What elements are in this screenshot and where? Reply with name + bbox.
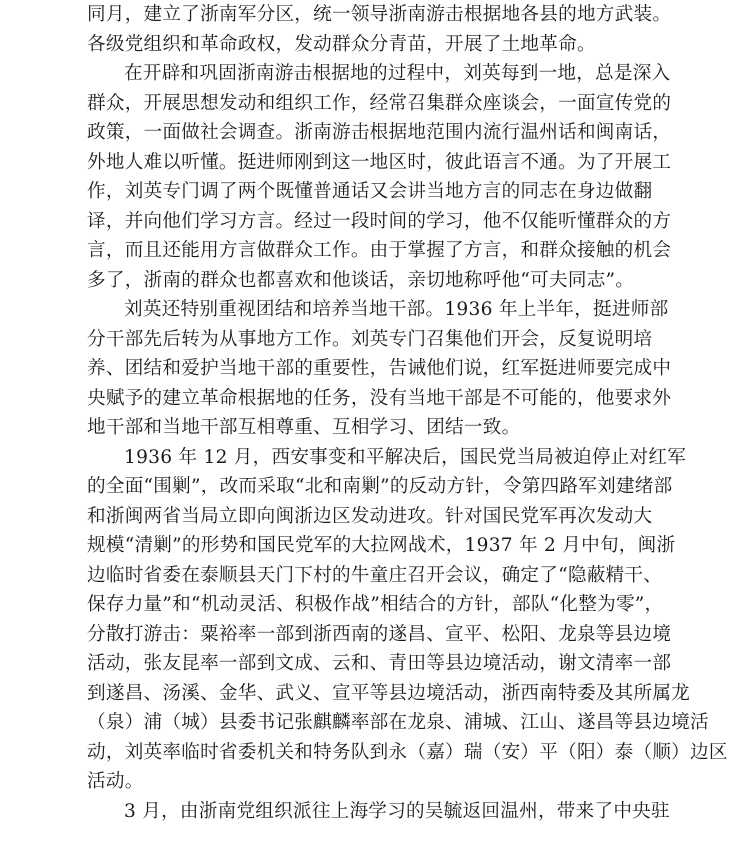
text-line: 群众，开展思想发动和组织工作，经常召集群众座谈会，一面宣传党的 <box>87 92 672 114</box>
text-line: 的全面“围剿”，改而采取“北和南剿”的反动方针，令第四路军刘建绪部 <box>87 476 673 497</box>
text-line: 央赋予的建立革命根据地的任务，没有当地干部是不可能的，他要求外 <box>87 387 672 409</box>
text-line: 刘英还特别重视团结和培养当地干部。1936 年上半年，挺进师部 <box>124 299 669 320</box>
text-line: 政策，一面做社会调查。浙南游击根据地范围内流行温州话和闽南话， <box>87 122 672 143</box>
text-line: 保存力量”和“机动灵活、积极作战”相结合的方针，部队“化整为零”， <box>87 594 664 615</box>
text-line: 养、团结和爱护当地干部的重要性，告诫他们说，红军挺进师要完成中 <box>87 358 672 379</box>
paragraph-2 <box>87 59 672 295</box>
document-page <box>87 0 728 826</box>
text-line: 规模“清剿”的形势和国民党军的大拉网战术，1937 年 2 月中旬，闽浙 <box>87 535 676 556</box>
text-line: 到遂昌、汤溪、金华、武义、宣平等县边境活动，浙西南特委及其所属龙 <box>87 682 691 704</box>
text-line: 作，刘英专门调了两个既懂普通话又会讲当地方言的同志在身边做翻 <box>87 181 653 202</box>
text-line: 活动。 <box>87 771 144 792</box>
text-line: 地干部和当地干部互相尊重、互相学习、团结一致。 <box>87 417 521 438</box>
paragraph-4 <box>87 443 728 797</box>
text-line: 译，并向他们学习方言。经过一段时间的学习，他不仅能听懂群众的方 <box>87 210 672 232</box>
text-line: 言，而且还能用方言做群众工作。由于掌握了方言，和群众接触的机会 <box>87 240 672 261</box>
text-line: 多了，浙南的群众也都喜欢和他谈话，亲切地称呼他“可夫同志”。 <box>87 269 635 291</box>
text-line: 1936 年 12 月，西安事变和平解决后，国民党当局被迫停止对红军 <box>124 446 687 468</box>
paragraph-5 <box>87 797 670 827</box>
text-line: 活动，张友昆率一部到文成、云和、青田等县边境活动，谢文清率一部 <box>87 653 672 674</box>
text-line: 外地人难以听懂。挺进师刚到这一地区时，彼此语言不通。为了开展工 <box>87 151 672 173</box>
text-line: 分散打游击：粟裕率一部到浙西南的遂昌、宣平、松阳、龙泉等县边境 <box>87 623 672 645</box>
text-line: 各级党组织和革命政权，发动群众分青苗，开展了土地革命。 <box>87 33 596 55</box>
text-line: 动，刘英率临时省委机关和特务队到永（嘉）瑞（安）平（阳）泰（顺）边区 <box>87 741 728 763</box>
text-line: （泉）浦（城）县委书记张麒麟率部在龙泉、浦城、江山、遂昌等县边境活 <box>87 712 709 733</box>
paragraph-1 <box>87 0 672 59</box>
text-line: 和浙闽两省当局立即向闽浙边区发动进攻。针对国民党军再次发动大 <box>87 505 653 527</box>
text-line: 分干部先后转为从事地方工作。刘英专门召集他们开会，反复说明培 <box>87 328 653 350</box>
text-line: 同月，建立了浙南军分区，统一领导浙南游击根据地各县的地方武装。 <box>87 4 672 25</box>
text-line: 在开辟和巩固浙南游击根据地的过程中，刘英每到一地，总是深入 <box>124 63 671 84</box>
text-line: 3 月，由浙南党组织派往上海学习的吴毓返回温州，带来了中央驻 <box>124 800 670 822</box>
paragraph-3 <box>87 295 672 443</box>
text-line: 边临时省委在泰顺县天门下村的牛童庄召开会议，确定了“隐蔽精干、 <box>87 564 663 586</box>
